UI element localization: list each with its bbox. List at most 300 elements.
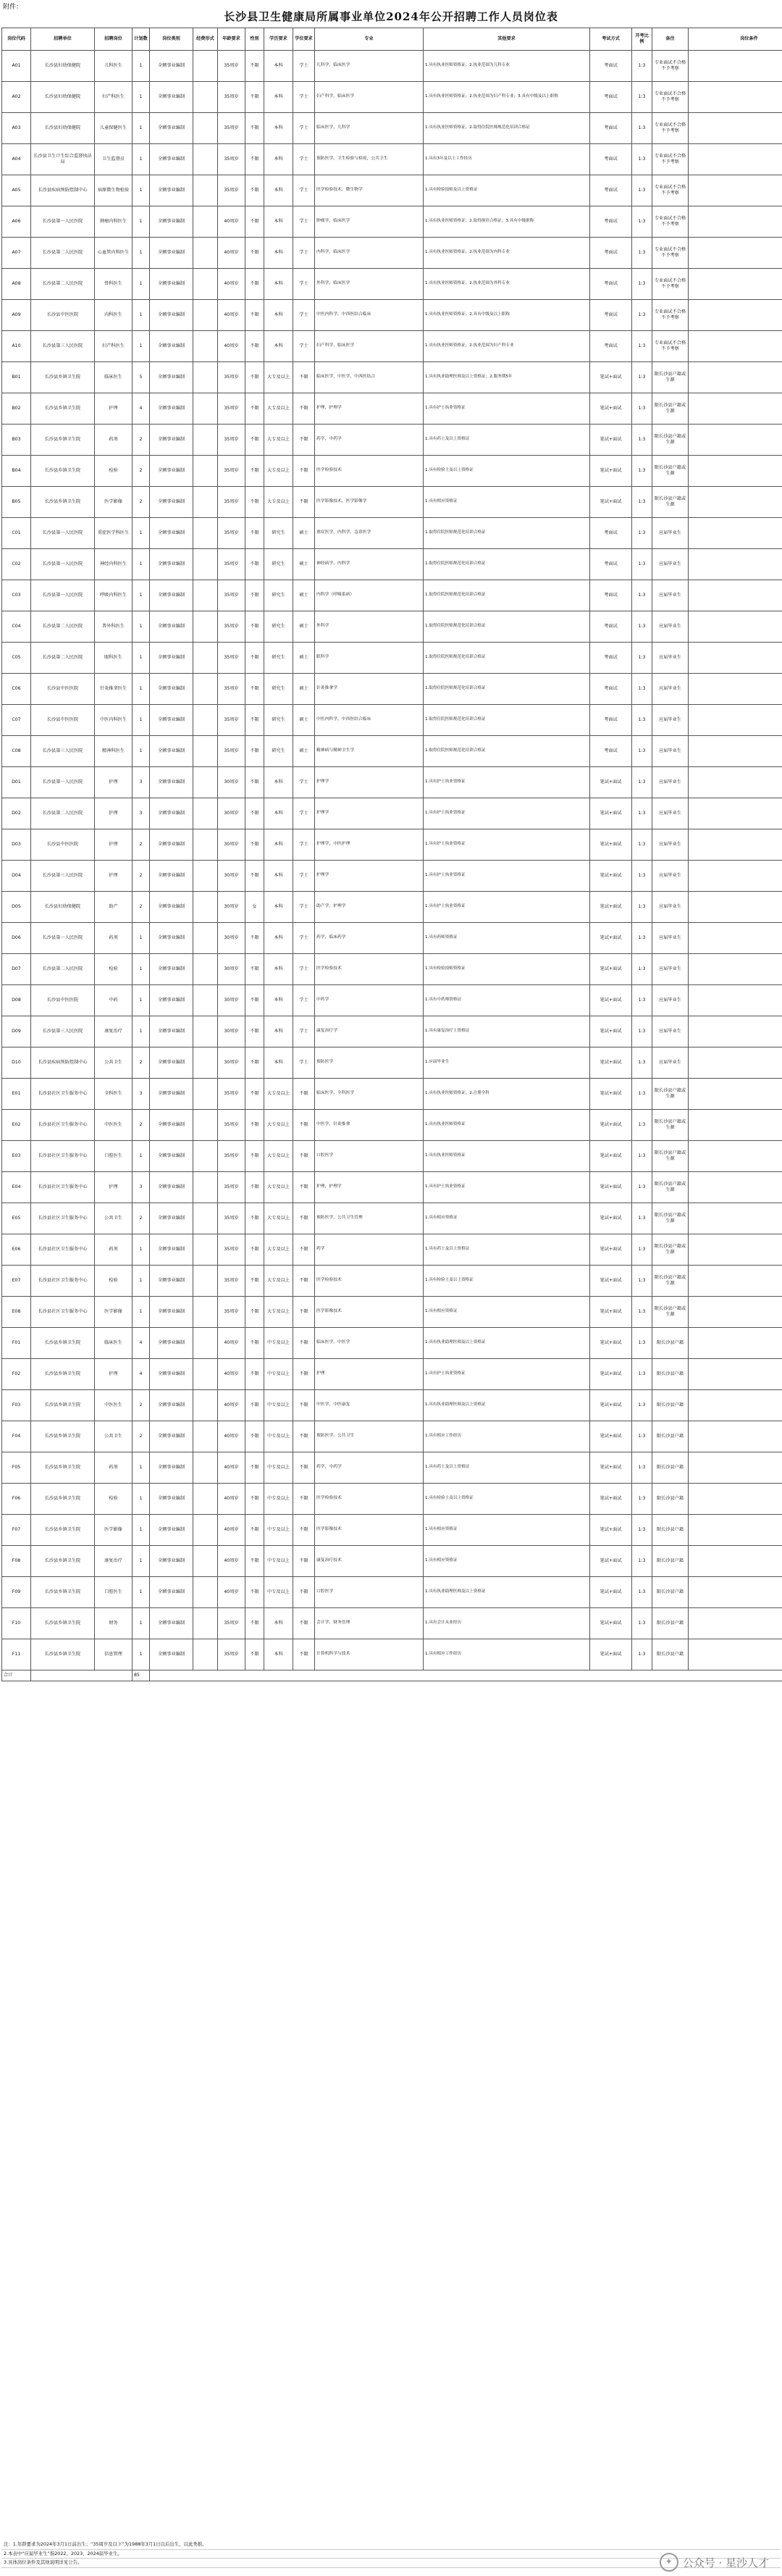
cell-fund xyxy=(193,1016,218,1047)
cell-gender: 不限 xyxy=(245,425,264,456)
cell-degree: 硕士 xyxy=(293,643,315,674)
cell-num: 1 xyxy=(133,51,150,82)
cell-num: 5 xyxy=(133,362,150,393)
cell-method: 考面试 xyxy=(590,175,632,206)
cell-num: 2 xyxy=(133,1421,150,1452)
cell-post: 药剂 xyxy=(95,1452,133,1484)
cell-edu: 本科 xyxy=(264,300,293,331)
cell-major: 康复治疗学 xyxy=(315,1016,424,1047)
cell-gender: 不限 xyxy=(245,1639,264,1670)
cell-major: 口腔医学 xyxy=(315,1577,424,1608)
cell-nature: 全额事业编制 xyxy=(150,580,193,611)
table-row xyxy=(2,1203,782,1234)
header-nature: 岗位类别 xyxy=(150,28,193,51)
cell-gender: 不限 xyxy=(245,1141,264,1172)
cell-req-group xyxy=(689,1546,782,1577)
cell-post: 重症医学科医生 xyxy=(95,518,133,549)
cell-note: 应届毕业生 xyxy=(652,518,689,549)
cell-gender: 不限 xyxy=(245,518,264,549)
cell-degree: 不限 xyxy=(293,1234,315,1266)
cell-age: 40周岁 xyxy=(218,1390,245,1421)
cell-nature: 全额事业编制 xyxy=(150,331,193,362)
cell-method: 笔试+面试 xyxy=(590,1390,632,1421)
cell-other: 1.具有执业医师资格证 xyxy=(424,1141,590,1172)
cell-post: 儿科医生 xyxy=(95,51,133,82)
cell-req-group xyxy=(689,1515,782,1546)
cell-method: 笔试+面试 xyxy=(590,798,632,829)
cell-num: 1 xyxy=(133,1546,150,1577)
cell-fund xyxy=(193,487,218,518)
cell-unit: 长沙县第一人民医院 xyxy=(31,518,95,549)
cell-degree: 不限 xyxy=(293,1172,315,1203)
cell-note: 限长沙县户籍或生源 xyxy=(652,1110,689,1141)
cell-req-group xyxy=(689,1452,782,1484)
cell-note: 应届毕业生 xyxy=(652,829,689,861)
cell-num: 1 xyxy=(133,113,150,144)
cell-other: 1.具有药士及以上资格证 xyxy=(424,1452,590,1484)
cell-major: 护理 xyxy=(315,1359,424,1390)
cell-other: 1.具有护士执业资格证 xyxy=(424,1172,590,1203)
cell-post: 公共卫生 xyxy=(95,1203,133,1234)
cell-fund xyxy=(193,393,218,425)
cell-post: 骨科医生 xyxy=(95,269,133,300)
cell-gender: 不限 xyxy=(245,985,264,1016)
cell-nature: 全额事业编制 xyxy=(150,1079,193,1110)
cell-gender: 不限 xyxy=(245,144,264,175)
cell-other: 1.具有执业医师资格证；2.执业范围为妇产科专业；3.具有中级及以上职称 xyxy=(424,82,590,113)
cell-req-group xyxy=(689,705,782,736)
cell-post: 眼科医生 xyxy=(95,643,133,674)
cell-fund xyxy=(193,82,218,113)
cell-unit: 长沙县第二人民医院 xyxy=(31,798,95,829)
cell-unit: 长沙县妇幼保健院 xyxy=(31,892,95,923)
cell-unit: 长沙县乡镇卫生院 xyxy=(31,362,95,393)
cell-age: 35周岁 xyxy=(218,1639,245,1670)
cell-fund xyxy=(193,1608,218,1639)
cell-method: 笔试+面试 xyxy=(590,1141,632,1172)
cell-unit: 长沙县社区卫生服务中心 xyxy=(31,1234,95,1266)
cell-req-group xyxy=(689,425,782,456)
cell-note: 限长沙县户籍或生源 xyxy=(652,1172,689,1203)
cell-major: 神经病学，内科学 xyxy=(315,549,424,580)
cell-major: 妇产科学，临床医学 xyxy=(315,82,424,113)
cell-fund xyxy=(193,269,218,300)
cell-ratio: 1:3 xyxy=(632,331,652,362)
cell-age: 35周岁 xyxy=(218,362,245,393)
cell-nature: 全额事业编制 xyxy=(150,674,193,705)
table-row xyxy=(2,206,782,238)
cell-unit: 长沙县乡镇卫生院 xyxy=(31,1484,95,1515)
table-row xyxy=(2,1016,782,1047)
cell-unit: 长沙县中医医院 xyxy=(31,705,95,736)
table-row xyxy=(2,1608,782,1639)
cell-other: 1.具有执业助理医师及以上资格证 xyxy=(424,1328,590,1359)
cell-age: 40周岁 xyxy=(218,1452,245,1484)
cell-note: 限长沙县户籍或生源 xyxy=(652,1297,689,1328)
cell-method: 笔试+面试 xyxy=(590,1079,632,1110)
cell-age: 40周岁 xyxy=(218,1577,245,1608)
table-row xyxy=(2,861,782,892)
cell-ratio: 1:3 xyxy=(632,1079,652,1110)
cell-edu: 大专及以上 xyxy=(264,1266,293,1297)
cell-fund xyxy=(193,580,218,611)
cell-code: D07 xyxy=(2,954,31,985)
cell-ratio: 1:3 xyxy=(632,1141,652,1172)
cell-code: A04 xyxy=(2,144,31,175)
cell-degree: 学士 xyxy=(293,269,315,300)
cell-fund xyxy=(193,1297,218,1328)
cell-post: 全科医生 xyxy=(95,1079,133,1110)
cell-nature: 全额事业编制 xyxy=(150,923,193,954)
cell-edu: 大专及以上 xyxy=(264,456,293,487)
cell-major: 康复治疗技术 xyxy=(315,1546,424,1577)
table-row xyxy=(2,1110,782,1141)
cell-fund xyxy=(193,1266,218,1297)
cell-nature: 全额事业编制 xyxy=(150,643,193,674)
cell-code: D02 xyxy=(2,798,31,829)
cell-post: 呼吸内科医生 xyxy=(95,580,133,611)
cell-other: 1.取得住院医师规范化培训合格证 xyxy=(424,580,590,611)
cell-nature: 全额事业编制 xyxy=(150,238,193,269)
cell-num: 1 xyxy=(133,144,150,175)
cell-nature: 全额事业编制 xyxy=(150,1515,193,1546)
cell-code: E08 xyxy=(2,1297,31,1328)
cell-degree: 学士 xyxy=(293,892,315,923)
cell-ratio: 1:3 xyxy=(632,923,652,954)
cell-nature: 全额事业编制 xyxy=(150,861,193,892)
cell-ratio: 1:3 xyxy=(632,1452,652,1484)
table-row xyxy=(2,1359,782,1390)
watermark-text: 公众号 · 星沙人才 xyxy=(682,2556,769,2569)
cell-degree: 不限 xyxy=(293,1608,315,1639)
cell-unit: 长沙县中医医院 xyxy=(31,674,95,705)
cell-unit: 长沙县乡镇卫生院 xyxy=(31,456,95,487)
cell-method: 考面试 xyxy=(590,82,632,113)
cell-other: 1.具有护士执业资格证 xyxy=(424,767,590,798)
cell-degree: 学士 xyxy=(293,1016,315,1047)
cell-unit: 长沙县第二人民医院 xyxy=(31,643,95,674)
cell-req-group xyxy=(689,549,782,580)
cell-code: C06 xyxy=(2,674,31,705)
cell-nature: 全额事业编制 xyxy=(150,705,193,736)
cell-gender: 不限 xyxy=(245,1110,264,1141)
cell-method: 笔试+面试 xyxy=(590,1016,632,1047)
header-edu: 学历要求 xyxy=(264,28,293,51)
cell-other: 1.具有护士执业资格证 xyxy=(424,393,590,425)
cell-edu: 大专及以上 xyxy=(264,1297,293,1328)
cell-nature: 全额事业编制 xyxy=(150,1047,193,1079)
cell-method: 笔试+面试 xyxy=(590,1203,632,1234)
cell-edu: 研究生 xyxy=(264,580,293,611)
cell-post: 康复治疗 xyxy=(95,1546,133,1577)
cell-method: 笔试+面试 xyxy=(590,985,632,1016)
cell-post: 内科医生 xyxy=(95,300,133,331)
cell-post: 精神科医生 xyxy=(95,736,133,767)
cell-unit: 长沙县第三人民医院 xyxy=(31,861,95,892)
cell-code: F06 xyxy=(2,1484,31,1515)
cell-code: A08 xyxy=(2,269,31,300)
cell-ratio: 1:3 xyxy=(632,393,652,425)
cell-gender: 不限 xyxy=(245,456,264,487)
cell-code: F03 xyxy=(2,1390,31,1421)
cell-num: 1 xyxy=(133,736,150,767)
cell-note: 专业面试不合格不予考察 xyxy=(652,238,689,269)
cell-ratio: 1:3 xyxy=(632,206,652,238)
cell-gender: 不限 xyxy=(245,331,264,362)
cell-post: 检验 xyxy=(95,1266,133,1297)
cell-fund xyxy=(193,1639,218,1670)
cell-ratio: 1:3 xyxy=(632,1608,652,1639)
cell-age: 35周岁 xyxy=(218,425,245,456)
cell-degree: 硕士 xyxy=(293,611,315,643)
cell-post: 神经内科医生 xyxy=(95,549,133,580)
cell-note: 专业面试不合格不予考察 xyxy=(652,175,689,206)
cell-age: 40周岁 xyxy=(218,206,245,238)
cell-code: A01 xyxy=(2,51,31,82)
cell-req-group xyxy=(689,1484,782,1515)
cell-ratio: 1:3 xyxy=(632,362,652,393)
cell-degree: 学士 xyxy=(293,238,315,269)
cell-ratio: 1:3 xyxy=(632,643,652,674)
cell-post: 中医内科医生 xyxy=(95,705,133,736)
cell-ratio: 1:3 xyxy=(632,549,652,580)
cell-age: 30周岁 xyxy=(218,798,245,829)
cell-ratio: 1:3 xyxy=(632,1390,652,1421)
cell-unit: 长沙县乡镇卫生院 xyxy=(31,1421,95,1452)
cell-unit: 长沙县第三人民医院 xyxy=(31,1016,95,1047)
cell-method: 笔试+面试 xyxy=(590,1639,632,1670)
cell-unit: 长沙县乡镇卫生院 xyxy=(31,1390,95,1421)
cell-unit: 长沙县乡镇卫生院 xyxy=(31,487,95,518)
cell-age: 35周岁 xyxy=(218,518,245,549)
cell-post: 公共卫生 xyxy=(95,1421,133,1452)
cell-edu: 研究生 xyxy=(264,705,293,736)
cell-age: 35周岁 xyxy=(218,1608,245,1639)
cell-num: 1 xyxy=(133,549,150,580)
cell-fund xyxy=(193,300,218,331)
cell-unit: 长沙县疾病预防控制中心 xyxy=(31,175,95,206)
table-row xyxy=(2,1484,782,1515)
cell-edu: 中专及以上 xyxy=(264,1546,293,1577)
table-row xyxy=(2,736,782,767)
total-label: 合计 xyxy=(2,1670,31,1681)
cell-unit: 长沙县乡镇卫生院 xyxy=(31,1359,95,1390)
cell-edu: 研究生 xyxy=(264,674,293,705)
cell-nature: 全额事业编制 xyxy=(150,829,193,861)
cell-method: 笔试+面试 xyxy=(590,393,632,425)
cell-fund xyxy=(193,238,218,269)
cell-other: 1.具有执业助理医师及以上资格证 xyxy=(424,1390,590,1421)
cell-post: 临床医生 xyxy=(95,1328,133,1359)
cell-req-group xyxy=(689,1234,782,1266)
cell-post: 卫生监督员 xyxy=(95,144,133,175)
cell-age: 40周岁 xyxy=(218,331,245,362)
cell-edu: 本科 xyxy=(264,1608,293,1639)
cell-degree: 不限 xyxy=(293,1203,315,1234)
cell-other: 1.具有护士执业资格证 xyxy=(424,829,590,861)
cell-ratio: 1:3 xyxy=(632,1515,652,1546)
cell-code: A03 xyxy=(2,113,31,144)
cell-degree: 学士 xyxy=(293,767,315,798)
header-num: 计划数 xyxy=(133,28,150,51)
cell-method: 笔试+面试 xyxy=(590,1172,632,1203)
cell-req-group xyxy=(689,767,782,798)
cell-code: A07 xyxy=(2,238,31,269)
cell-method: 笔试+面试 xyxy=(590,1266,632,1297)
cell-other: 1.具有检验技师资格证 xyxy=(424,954,590,985)
cell-code: D08 xyxy=(2,985,31,1016)
cell-edu: 本科 xyxy=(264,892,293,923)
cell-fund xyxy=(193,736,218,767)
cell-degree: 硕士 xyxy=(293,549,315,580)
cell-fund xyxy=(193,175,218,206)
table-row xyxy=(2,1515,782,1546)
cell-other: 1.具有执业医师资格证 xyxy=(424,1110,590,1141)
cell-req-group xyxy=(689,456,782,487)
table-row xyxy=(2,269,782,300)
cell-req-group xyxy=(689,300,782,331)
cell-code: D01 xyxy=(2,767,31,798)
cell-post: 中医医生 xyxy=(95,1110,133,1141)
cell-code: A02 xyxy=(2,82,31,113)
cell-note: 专业面试不合格不予考察 xyxy=(652,331,689,362)
cell-req-group xyxy=(689,580,782,611)
cell-degree: 不限 xyxy=(293,1110,315,1141)
cell-gender: 不限 xyxy=(245,300,264,331)
cell-edu: 大专及以上 xyxy=(264,362,293,393)
footnote-2: 2.本表中“应届毕业生”指2022、2023、2024届毕业生。 xyxy=(1,2550,781,2559)
cell-gender: 不限 xyxy=(245,1079,264,1110)
cell-fund xyxy=(193,51,218,82)
cell-method: 考面试 xyxy=(590,144,632,175)
cell-other: 1.具有相应资格证 xyxy=(424,1297,590,1328)
cell-age: 40周岁 xyxy=(218,1515,245,1546)
cell-post: 药剂 xyxy=(95,1234,133,1266)
total-value: 85 xyxy=(133,1670,150,1681)
cell-age: 40周岁 xyxy=(218,1546,245,1577)
cell-other: 1.具有3年及以上工作经历 xyxy=(424,144,590,175)
cell-num: 1 xyxy=(133,300,150,331)
cell-fund xyxy=(193,674,218,705)
cell-gender: 不限 xyxy=(245,269,264,300)
cell-num: 1 xyxy=(133,269,150,300)
cell-ratio: 1:3 xyxy=(632,954,652,985)
cell-req-group xyxy=(689,892,782,923)
cell-req-group xyxy=(689,985,782,1016)
cell-major: 医学检验技术 xyxy=(315,456,424,487)
cell-other: 1.具有药士及以上资格证 xyxy=(424,1234,590,1266)
cell-ratio: 1:3 xyxy=(632,113,652,144)
cell-num: 2 xyxy=(133,487,150,518)
cell-fund xyxy=(193,1452,218,1484)
cell-fund xyxy=(193,1484,218,1515)
cell-major: 妇产科学，临床医学 xyxy=(315,331,424,362)
cell-edu: 本科 xyxy=(264,51,293,82)
cell-gender: 不限 xyxy=(245,362,264,393)
cell-note: 限长沙县户籍或生源 xyxy=(652,456,689,487)
cell-gender: 不限 xyxy=(245,861,264,892)
cell-age: 40周岁 xyxy=(218,1484,245,1515)
attachment-label: 附件： xyxy=(3,4,23,11)
cell-gender: 不限 xyxy=(245,611,264,643)
cell-other: 1.应届毕业生 xyxy=(424,1047,590,1079)
table-row xyxy=(2,487,782,518)
cell-note: 限长沙县户籍或生源 xyxy=(652,1079,689,1110)
cell-major: 助产学，护理学 xyxy=(315,892,424,923)
cell-fund xyxy=(193,362,218,393)
table-row xyxy=(2,518,782,549)
cell-note: 限长沙县户籍 xyxy=(652,1421,689,1452)
cell-other: 1.具有护士执业资格证 xyxy=(424,861,590,892)
cell-method: 笔试+面试 xyxy=(590,892,632,923)
cell-num: 2 xyxy=(133,1390,150,1421)
header-gender: 性别 xyxy=(245,28,264,51)
cell-method: 考面试 xyxy=(590,206,632,238)
cell-req-group xyxy=(689,206,782,238)
cell-nature: 全额事业编制 xyxy=(150,175,193,206)
cell-degree: 不限 xyxy=(293,487,315,518)
cell-code: E04 xyxy=(2,1172,31,1203)
cell-gender: 不限 xyxy=(245,1359,264,1390)
cell-major: 精神病与精神卫生学 xyxy=(315,736,424,767)
cell-edu: 中专及以上 xyxy=(264,1328,293,1359)
cell-age: 35周岁 xyxy=(218,487,245,518)
footnote-1: 注：1.年龄要求为2024年3月1日前出生；“35周岁及以下”为1988年3月1日以后出生，以此类推。 xyxy=(1,2541,781,2550)
cell-method: 考面试 xyxy=(590,674,632,705)
cell-edu: 大专及以上 xyxy=(264,1141,293,1172)
cell-fund xyxy=(193,1421,218,1452)
cell-req-group xyxy=(689,643,782,674)
table-row xyxy=(2,674,782,705)
cell-req-group xyxy=(689,1079,782,1110)
cell-degree: 学士 xyxy=(293,954,315,985)
cell-unit: 长沙县乡镇卫生院 xyxy=(31,1577,95,1608)
cell-post: 信息管理 xyxy=(95,1639,133,1670)
cell-note: 应届毕业生 xyxy=(652,954,689,985)
header-req-group: 岗位条件 xyxy=(689,28,782,51)
cell-note: 专业面试不合格不予考察 xyxy=(652,206,689,238)
cell-other: 1.具有相应资格证 xyxy=(424,1546,590,1577)
cell-other: 1.具有执业助理医师及以上资格证；2.服务期5年 xyxy=(424,362,590,393)
cell-fund xyxy=(193,923,218,954)
cell-method: 笔试+面试 xyxy=(590,829,632,861)
cell-note: 应届毕业生 xyxy=(652,798,689,829)
cell-unit: 长沙县社区卫生服务中心 xyxy=(31,1297,95,1328)
cell-note: 限长沙县户籍或生源 xyxy=(652,393,689,425)
cell-post: 康复治疗 xyxy=(95,1016,133,1047)
table-body xyxy=(2,51,782,1670)
cell-method: 考面试 xyxy=(590,269,632,300)
cell-edu: 本科 xyxy=(264,206,293,238)
cell-other: 1.具有中药师资格证 xyxy=(424,985,590,1016)
cell-code: F05 xyxy=(2,1452,31,1484)
cell-gender: 不限 xyxy=(245,206,264,238)
cell-gender: 不限 xyxy=(245,1266,264,1297)
cell-code: D06 xyxy=(2,923,31,954)
cell-note: 应届毕业生 xyxy=(652,892,689,923)
cell-degree: 不限 xyxy=(293,1577,315,1608)
cell-ratio: 1:3 xyxy=(632,144,652,175)
cell-req-group xyxy=(689,144,782,175)
cell-degree: 硕士 xyxy=(293,580,315,611)
table-row xyxy=(2,798,782,829)
cell-unit: 长沙县乡镇卫生院 xyxy=(31,1452,95,1484)
cell-method: 笔试+面试 xyxy=(590,1421,632,1452)
cell-edu: 本科 xyxy=(264,1639,293,1670)
cell-code: F10 xyxy=(2,1608,31,1639)
cell-other: 1.具有会计从业经历 xyxy=(424,1608,590,1639)
cell-code: D03 xyxy=(2,829,31,861)
